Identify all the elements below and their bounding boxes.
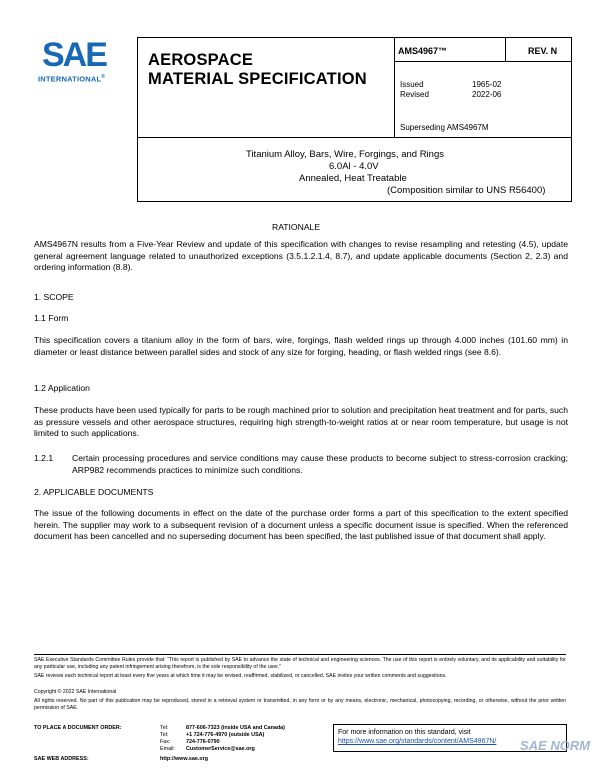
section-1-1-heading: 1.1 Form xyxy=(34,313,69,323)
section-1-1-text: This specification covers a titanium alloy in the form of bars, wire, forgings, flash welded rings up through 4.000 inches (101.60 mm) in diameter or least distance between parallel sides and stock of any size for forging, heading, or flash welded rings (see 8.6). xyxy=(34,335,568,357)
tel-2: +1 724-776-4970 (outside USA) xyxy=(186,732,265,738)
revision: REV. N xyxy=(506,38,571,62)
web-link[interactable]: http://www.sae.org xyxy=(160,756,209,762)
section-1-heading: 1. SCOPE xyxy=(34,292,74,302)
section-1-2-1-text: Certain processing procedures and service conditions may cause these products to become subject to stress-corrosion cracking; ARP982 recommends practices to minimize such conditions. xyxy=(72,453,568,475)
web-label: SAE WEB ADDRESS: xyxy=(34,756,89,762)
more-info-title: For more information on this standard, visit xyxy=(338,729,471,736)
subtitle-box xyxy=(137,138,572,202)
fax-label: Fax: xyxy=(160,739,171,745)
doc-number: AMS4967™ xyxy=(394,38,506,62)
fax: 724-776-0790 xyxy=(186,739,220,745)
logo-subtitle: INTERNATIONAL® xyxy=(38,74,106,84)
footer-review: SAE reviews each technical report at least every five years at which time it may be revised, reaffirmed, stabilized, or cancelled. SAE invites your written comments and suggestions. xyxy=(34,673,447,679)
email-link[interactable]: CustomerService@sae.org xyxy=(186,746,255,752)
subtitle-line-3: Annealed, Heat Treatable xyxy=(299,173,407,184)
order-label: TO PLACE A DOCUMENT ORDER: xyxy=(34,725,122,731)
standard-link[interactable]: https://www.sae.org/standards/content/AMS4967N/ xyxy=(338,738,497,745)
tel-label-1: Tel: xyxy=(160,725,169,731)
revised-label: Revised xyxy=(400,90,429,99)
tel-1: 877-606-7323 (inside USA and Canada) xyxy=(186,725,285,731)
subtitle-line-4: (Composition similar to UNS R56400) xyxy=(387,185,546,196)
section-2-heading: 2. APPLICABLE DOCUMENTS xyxy=(34,487,154,497)
superseding: Superseding AMS4967M xyxy=(400,123,489,132)
revised-value: 2022-06 xyxy=(472,90,502,99)
issued-label: Issued xyxy=(400,80,424,89)
rationale-text: AMS4967N results from a Five-Year Review and update of this specification with changes to revise resampling and retesting (4.5), update general agreement language related to unauthorized exceptions (3.5.1.2.1.4, 8.7), and update applicable documents (Section 2, 2.3) and ordering information (8.8). xyxy=(34,239,568,272)
footer-copyright: Copyright © 2022 SAE International xyxy=(34,689,117,695)
footer-rights: All rights reserved. No part of this publication may be reproduced, stored in a retrieval system or transmitted, in any form or by any means, electronic, mechanical, photocopying, recording, or otherwise, without the prior written permission of SAE. xyxy=(34,698,566,711)
section-2-text: The issue of the following documents in effect on the date of the purchase order forms a part of this specification to the extent specified herein. The supplier may work to a subsequent revision of a document unless a specific document issue is specified. When the referenced document has been cancelled and no superseding document has been specified, the last published issue of that document shall apply. xyxy=(34,508,568,541)
subtitle-line-2: 6.0Al - 4.0V xyxy=(329,161,379,172)
title-line-1: AEROSPACE xyxy=(148,51,254,69)
section-1-2-heading: 1.2 Application xyxy=(34,383,90,393)
watermark: SAE NORM xyxy=(520,738,591,753)
logo-wordmark: SAE xyxy=(42,36,106,74)
issued-value: 1965-02 xyxy=(472,80,502,89)
sae-logo xyxy=(38,38,128,88)
subtitle-line-1: Titanium Alloy, Bars, Wire, Forgings, and Rings xyxy=(246,149,444,160)
footer-divider xyxy=(34,654,566,655)
tel-label-2: Tel: xyxy=(160,732,169,738)
title-line-2: MATERIAL SPECIFICATION xyxy=(148,70,367,88)
rationale-heading: RATIONALE xyxy=(272,222,321,232)
footer-rules: SAE Executive Standards Committee Rules provide that: “This report is published by SAE to advance the state of technical and engineering sciences. The use of this report is entirely voluntary, and its applicability and suitability for any particular use, including any patent infringement arising therefrom, is the sole responsibility of the user.” xyxy=(34,657,566,670)
title-cell xyxy=(138,38,395,137)
spec-header xyxy=(137,37,572,138)
email-label: Email: xyxy=(160,746,175,752)
section-1-2-text: These products have been used typically for parts to be rough machined prior to solution and precipitation heat treatment and for parts, such as pressure vessels and other aerospace structures, requiring high strength-to-weight ratios at or near room temperature, but usage is not limited to such applications. xyxy=(34,405,568,438)
section-1-2-1-number: 1.2.1 xyxy=(34,453,54,463)
